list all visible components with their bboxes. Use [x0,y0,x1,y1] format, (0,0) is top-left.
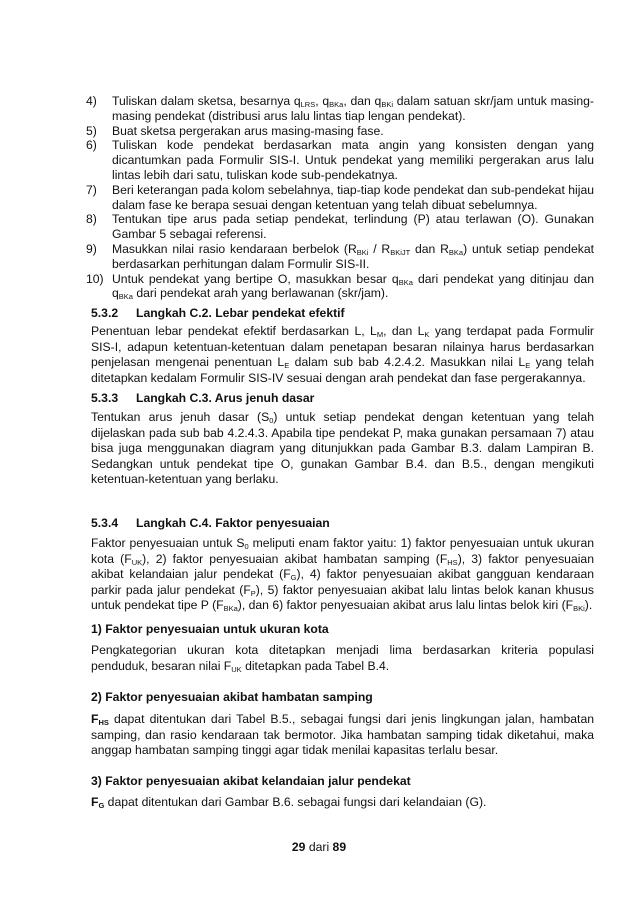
paragraph-kelandaian: $F_G$ dapat ditentukan dari Gambar B.6. sebagai fungsi dari kelandaian (G). [91,795,487,810]
symbol-fhs: $F_{HS}$ [91,712,109,727]
section-title: Langkah C.3. Arus jenuh dasar [136,391,315,405]
list-item-text: Beri keterangan pada kolom sebelahnya, tiap-tiap kode pendekat dan sub-pendekat hijau dalam fase ke berapa sesuai dengan ketentuan yang telah dibuat sebelumnya. [112,182,594,212]
section-number: 5.3.3 [91,391,119,405]
list-item [86,272,594,302]
list-item-text: Tuliskan kode pendekat berdasarkan mata angin yang konsisten dengan yang dicantumkan pada Formulir SIS-I. Untuk pendekat yang memiliki pergerakan arus lalu lintas lebih dari satu, tuliskan kode sub-pendekatnya. [112,138,594,182]
subsection-heading-kelandaian: 3) Faktor penyesuaian akibat kelandaian jalur pendekat [91,774,411,788]
section-heading-5-3-4 [91,516,330,531]
list-item-number: 5) [86,123,97,138]
subsection-heading-hambatan-samping: 2) Faktor penyesuaian akibat hambatan samping [91,690,373,704]
page-footer: 29 dari 89 [291,840,347,854]
list-item-text: Tuliskan dalam sketsa, besarnya $q_{LRS}$, $q_{BKa}$, dan $q_{BKi}$ dalam satuan skr/jam untuk masing-masing pendekat (distribusi arus lalu lintas tiap lengan pendekat). [112,94,594,123]
list-item-number: 10) [86,271,104,286]
list-item-text: Untuk pendekat yang bertipe O, masukkan besar $q_{BKa}$ dari pendekat yang ditinjau dan $q_{BKa}$ dari pendekat arah yang berlawanan (skr/jam). [112,271,594,302]
section-number: 5.3.2 [91,306,119,320]
section-heading-5-3-3 [91,391,314,406]
list-item-number: 8) [86,212,97,227]
list-item [86,183,594,213]
list-item-number: 9) [86,241,97,256]
section-title: Langkah C.2. Lebar pendekat efektif [136,306,345,320]
paragraph-5-3-2: Penentuan lebar pendekat efektif berdasarkan L, $L_M$, dan $L_K$ yang terdapat pada Formulir SIS-I, adapun ketentuan-ketentuan dalam penetapan besaran nilainya harus berdasarkan penjelasan mengenai penentuan $L_E$ dalam sub bab 4.2.4.2. Masukkan nilai $L_E$ yang telah ditetapkan kedalam Formulir SIS-IV sesuai dengan arah pendekat dan fase pergerakannya. [91,324,594,385]
list-item-number: 7) [86,182,97,197]
procedure-list [86,94,594,301]
list-item [86,94,594,124]
paragraph-5-3-3: Tentukan arus jenuh dasar $(S_0)$ untuk setiap pendekat dengan ketentuan yang telah dijelaskan pada sub bab 4.2.4.3. Apabila tipe pendekat P, maka gunakan persamaan 7) atau bisa juga menggunakan diagram yang ditunjukkan pada Gambar B.3. dalam Lampiran B. Sedangkan untuk pendekat tipe O, gunakan Gambar B.4. dan B.5., dengan mengikuti ketentuan-ketentuan yang berlaku. [91,410,594,487]
list-item-text: Masukkan nilai rasio kendaraan berbelok ($R_{BKi} / R_{BKiJT}$ dan $R_{BKa}$) untuk setiap pendekat berdasarkan perhitungan dalam Formulir SIS-II. [112,241,594,271]
paragraph-5-3-4: Faktor penyesuaian untuk $S_0$ meliputi enam faktor yaitu: 1) faktor penyesuaian untuk ukuran kota $(F_{UK})$, 2) faktor penyesuaian akibat hambatan samping $(F_{HS})$, 3) faktor penyesuaian akibat kelandaian jalur pendekat $(F_G)$, 4) faktor penyesuaian akibat gangguan kendaraan parkir pada jalur pendekat $(F_P)$, 5) faktor penyesuaian akibat lalu lintas belok kanan khusus untuk pendekat tipe P $(F_{BKa})$, dan 6) faktor penyesuaian akibat arus lalu lintas belok kiri $(F_{BKi})$. [91,536,594,614]
total-pages: 89 [332,840,347,854]
list-item-number: 6) [86,138,97,153]
section-number: 5.3.4 [91,516,119,530]
subsection-heading-ukuran-kota: 1) Faktor penyesuaian untuk ukuran kota [91,622,329,636]
paragraph-hambatan-samping: $F_{HS}$ dapat ditentukan dari Tabel B.5., sebagai fungsi dari jenis lingkungan jalan, hambatan samping, dan rasio kendaraan tak bermotor. Jika hambatan samping tidak diketahui, maka anggap hambatan samping tinggi agar tidak menilai kapasitas terlalu besar. [91,712,594,758]
list-item [86,138,594,182]
section-title: Langkah C.4. Faktor penyesuaian [136,516,330,530]
list-item [86,124,594,139]
list-item-number: 4) [86,94,97,108]
symbol-fg: $F_G$ [91,795,105,810]
section-heading-5-3-2 [91,306,345,321]
list-item [86,212,594,242]
list-item [86,242,594,272]
current-page-number: 29 [291,840,306,854]
list-item-text: Buat sketsa pergerakan arus masing-masing fase. [112,123,384,138]
list-item-text: Tentukan tipe arus pada setiap pendekat, terlindung (P) atau terlawan (O). Gunakan Gambar 5 sebagai referensi. [112,212,594,242]
paragraph-ukuran-kota: Pengkategorian ukuran kota ditetapkan menjadi lima berdasarkan kriteria populasi penduduk, besaran nilai $F_{UK}$ ditetapkan pada Tabel B.4. [91,643,594,674]
